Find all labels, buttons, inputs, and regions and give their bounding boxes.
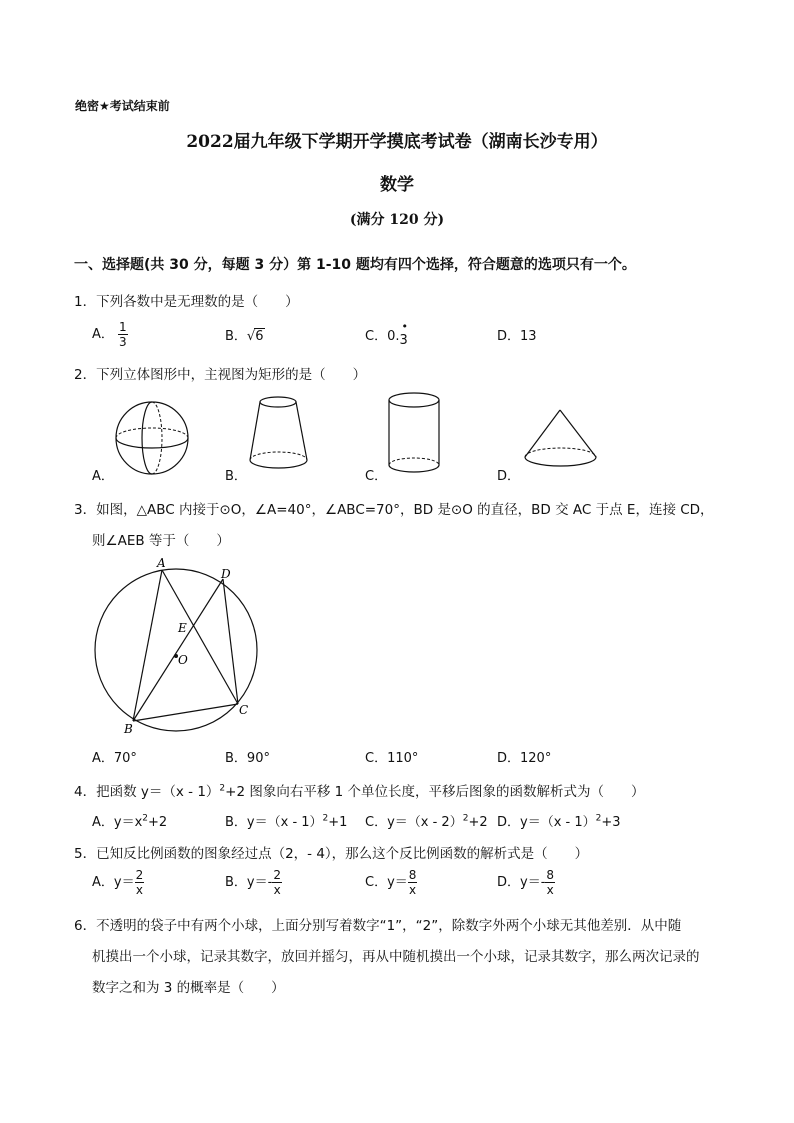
cone-figure [525,410,596,466]
exponent: 2 [142,813,149,824]
q2-option-d: D． [497,469,521,484]
option-text: +2 [148,815,168,830]
q4-option-c [365,811,488,830]
q1-option-c [365,320,408,348]
exponent: 2 [219,783,226,794]
option-text: +2 [468,815,488,830]
option-text: B．y＝- [225,875,273,890]
radicand: 6 [255,329,264,344]
stem-part: 4．把函数 y＝（x - 1） [74,784,220,800]
full-score: (满分 120 分) [349,212,445,228]
numerator: 8 [408,868,417,882]
denominator: x [273,883,281,897]
option-text: B．y＝（x - 1） [225,815,323,830]
q5-option-c [365,868,417,897]
option-text: +3 [601,815,621,830]
q1-option-a [92,320,128,349]
confidential-mark: 绝密★考试结束前 [75,99,170,113]
q3-circle-figure [80,552,280,737]
option-value: 13 [520,329,537,344]
option-text: D．y＝（x - 1） [497,815,596,830]
circle-o [95,569,257,731]
question-2-stem: 2．下列立体图形中，主视图为矩形的是（ ） [74,367,367,383]
denominator: x [546,883,554,897]
numerator: 1 [119,320,127,334]
question-3-stem-line1: 3．如图，△ABC 内接于⊙O，∠A=40°，∠ABC=70°，BD 是⊙O 的直径，BD 交 AC 于点 E，连接 CD， [74,502,714,518]
subject-title: 数学 [380,175,414,195]
option-label: D． [497,329,521,344]
label-a: A [157,556,166,570]
q3-option-a: A．70° [92,751,137,766]
question-1-stem: 1．下列各数中是无理数的是（ ） [74,294,299,310]
question-3-stem-line2: 则∠AEB 等于（ ） [92,533,230,549]
q4-option-d [497,811,621,830]
numerator: 2 [135,868,144,882]
q5-option-a [92,868,144,897]
section-heading: 一、选择题(共 30 分，每题 3 分）第 1-10 题均有四个选择，符合题意的选项只有一个。 [74,257,636,273]
option-text: A．y＝ [92,875,135,890]
q3-option-c: C．110° [365,751,419,766]
q2-option-b: B． [225,469,247,484]
decimal-part: 0. [387,329,400,344]
question-6-line2: 机摸出一个小球，记录其数字，放回并摇匀，再从中随机摸出一个小球，记录其数字，那么两次记录的 [92,949,700,965]
option-text: A．y＝x [92,815,143,830]
exponent: 2 [595,813,602,824]
fraction [118,320,128,349]
frustum-figure [250,397,307,468]
fraction [272,868,282,897]
q2-option-a: A． [92,469,114,484]
repeating-digit-value: 3 [399,333,408,348]
q5-option-d [497,868,555,897]
option-label: A． [92,327,114,342]
option-text: C．y＝ [365,875,408,890]
label-d: D [221,567,231,581]
option-text: C．y＝（x - 2） [365,815,463,830]
q1-option-d [497,325,537,344]
question-5-stem: 5．已知反比例函数的图象经过点（2，- 4），那么这个反比例函数的解析式是（ ） [74,846,589,862]
q4-option-a [92,811,167,830]
exponent: 2 [462,813,469,824]
fraction [408,868,418,897]
q1-option-b: B．√6 [225,329,264,344]
numerator: 8 [546,868,555,882]
q2-option-c: C． [365,469,388,484]
stem-part: +2 图象向右平移 1 个单位长度，平移后图象的函数解析式为（ ） [225,784,645,800]
label-e: E [178,621,187,635]
q3-option-b: B．90° [225,751,270,766]
denominator: x [135,883,143,897]
question-6-line3: 数字之和为 3 的概率是（ ） [92,980,285,996]
exponent: 2 [322,813,329,824]
option-label: C． [365,329,388,344]
q2-solids-figure [0,390,794,485]
fraction [545,868,555,897]
numerator: 2 [273,868,281,882]
option-label: B． [225,329,247,344]
label-b: B [124,722,133,736]
denominator: 3 [119,335,127,349]
q3-option-d: D．120° [497,751,552,766]
question-6-line1: 6．不透明的袋子中有两个小球，上面分别写着数字“1”，“2”，除数字外两个小球无其他差别．从中随 [74,918,682,934]
repeating-digit [399,320,408,348]
exam-title: 2022届九年级下学期开学摸底考试卷（湖南长沙专用） [186,132,608,152]
label-o: O [178,653,188,667]
sphere-figure [116,402,188,474]
cylinder-figure [389,393,439,472]
label-c: C [239,703,249,717]
option-text: D．y＝- [497,875,546,890]
q4-option-b [225,811,347,830]
repeat-dot: • [401,320,408,333]
denominator: x [409,883,417,897]
question-4-stem [74,780,645,800]
fraction [135,868,145,897]
q5-option-b [225,868,282,897]
option-text: +1 [328,815,348,830]
